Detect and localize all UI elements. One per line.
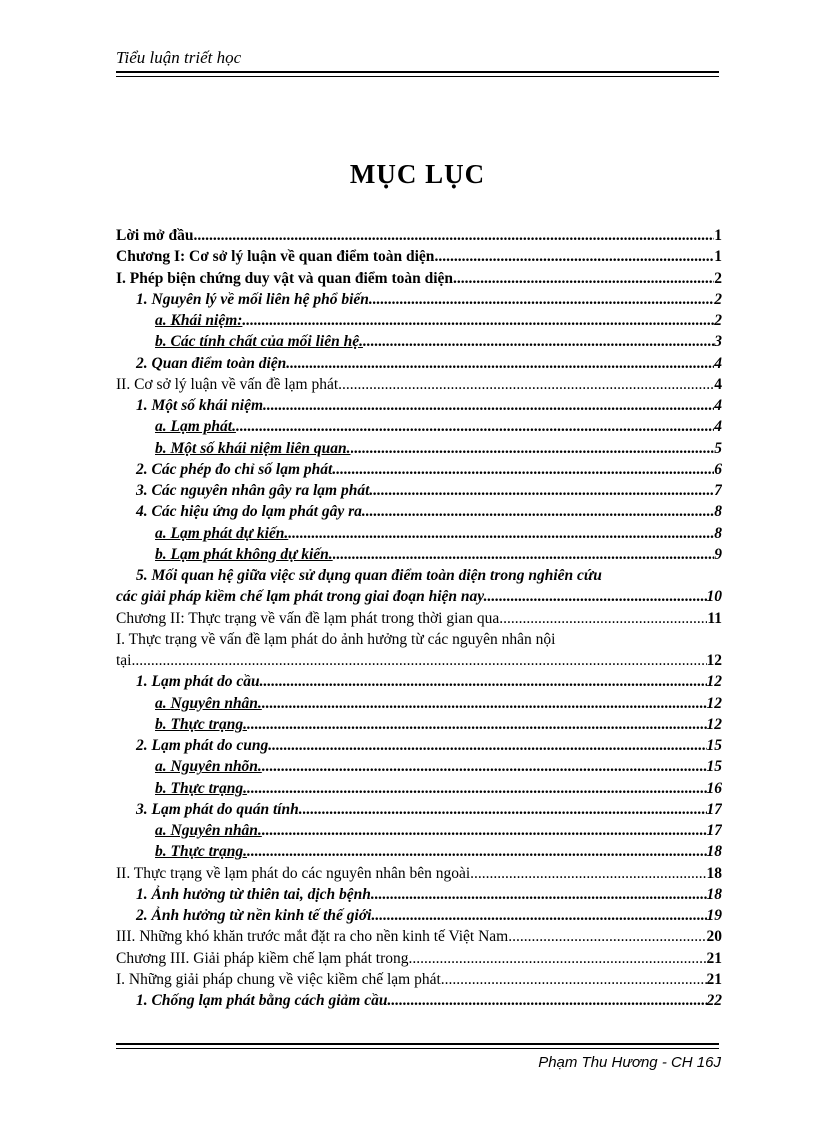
toc-entry[interactable]: a. Nguyên nhõn. ..... 15 <box>116 756 722 777</box>
toc-entry[interactable]: II. Thực trạng về lạm phát do các nguyên nhân bên ngoài. ..... 18 <box>116 863 722 884</box>
toc-entry[interactable]: b. Các tính chất của mối liên hệ. ..... 3 <box>116 331 722 352</box>
toc-entry[interactable]: 3. Lạm phát do quán tính. ..... 17 <box>116 799 722 820</box>
toc-entry[interactable]: b. Lạm phát không dự kiến. ..... 9 <box>116 544 722 565</box>
toc-entry[interactable]: 1. Lạm phát do cầu. ..... 12 <box>116 671 722 692</box>
toc-entry[interactable]: a. Lạm phát dự kiến. ..... 8 <box>116 523 722 544</box>
toc-entry[interactable]: 3. Các nguyên nhân gây ra lạm phát. ..... 7 <box>116 480 722 501</box>
toc-entry[interactable]: b. Thực trạng. ..... 16 <box>116 778 722 799</box>
toc-entry[interactable]: a. Nguyên nhân. ..... 12 <box>116 693 722 714</box>
toc-entry-line: 5. Mối quan hệ giữa việc sử dụng quan điểm toàn diện trong nghiên cứu <box>136 567 602 584</box>
footer-rule <box>116 1043 719 1049</box>
toc-entry[interactable]: III. Những khó khăn trước mắt đặt ra cho nền kinh tế Việt Nam ..... 20 <box>116 926 722 947</box>
toc-entry[interactable]: a. Khái niệm: ..... 2 <box>116 310 722 331</box>
toc-entry-line: các giải pháp kiềm chế lạm phát trong giai đoạn hiện nay. ..... 10 <box>116 586 722 607</box>
toc-entry[interactable]: 1. Nguyên lý về mối liên hệ phổ biến. ..... 2 <box>116 289 722 310</box>
toc-entry[interactable]: I. Những giải pháp chung về việc kiềm chế lạm phát ..... 21 <box>116 969 722 990</box>
toc-entry[interactable]: II. Cơ sở lý luận về vấn đề lạm phát. ..... 4 <box>116 374 722 395</box>
toc-entry[interactable]: Chương I: Cơ sở lý luận về quan điểm toàn diện ..... 1 <box>116 246 722 267</box>
toc-entry-line: tại ..... 12 <box>116 650 722 671</box>
toc-entry[interactable]: 2. Ảnh hưởng từ nền kinh tế thế giới. ..... 19 <box>116 905 722 926</box>
toc-entry[interactable]: 1. Ảnh hưởng từ thiên tai, dịch bệnh. ..... 18 <box>116 884 722 905</box>
toc-entry-line: I. Thực trạng về vấn đề lạm phát do ảnh hưởng từ các nguyên nhân nội <box>116 630 556 648</box>
header-rule <box>116 71 719 77</box>
toc-entry[interactable]: Chương II: Thực trạng về vấn đề lạm phát trong thời gian qua. ..... 11 <box>116 608 722 629</box>
toc-entry-wrapped[interactable] <box>116 565 722 608</box>
toc-entry[interactable]: 2. Các phép đo chỉ số lạm phát. ..... 6 <box>116 459 722 480</box>
toc-entry[interactable]: 2. Quan điểm toàn diện. ..... 4 <box>116 353 722 374</box>
page-title: MỤC LỤC <box>349 159 486 189</box>
toc-entry[interactable]: Lời mở đầu ..... 1 <box>116 225 722 246</box>
toc-entry[interactable]: I. Phép biện chứng duy vật và quan điểm toàn diện. ..... 2 <box>116 268 722 289</box>
running-header: Tiểu luận triết học <box>116 48 242 67</box>
toc-entry-wrapped[interactable] <box>116 629 722 672</box>
toc-entry[interactable]: 2. Lạm phát do cung. ..... 15 <box>116 735 722 756</box>
toc-entry[interactable]: Chương III. Giải pháp kiềm chế lạm phát trong ..... 21 <box>116 948 722 969</box>
toc-entry[interactable]: b. Một số khái niệm liên quan. ..... 5 <box>116 438 722 459</box>
toc-entry[interactable]: a. Nguyên nhân. ..... 17 <box>116 820 722 841</box>
toc-entry[interactable]: b. Thực trạng. ..... 18 <box>116 841 722 862</box>
table-of-contents <box>116 225 722 1011</box>
toc-entry[interactable]: 1. Chống lạm phát bằng cách giảm cầu. ..... 22 <box>116 990 722 1011</box>
toc-entry[interactable]: b. Thực trạng. ..... 12 <box>116 714 722 735</box>
toc-entry[interactable]: 4. Các hiệu ứng do lạm phát gây ra. ..... 8 <box>116 501 722 522</box>
toc-entry[interactable]: a. Lạm phát. ..... 4 <box>116 416 722 437</box>
toc-entry[interactable]: 1. Một số khái niệm. ..... 4 <box>116 395 722 416</box>
running-footer: Phạm Thu Hương - CH 16J <box>538 1054 721 1071</box>
